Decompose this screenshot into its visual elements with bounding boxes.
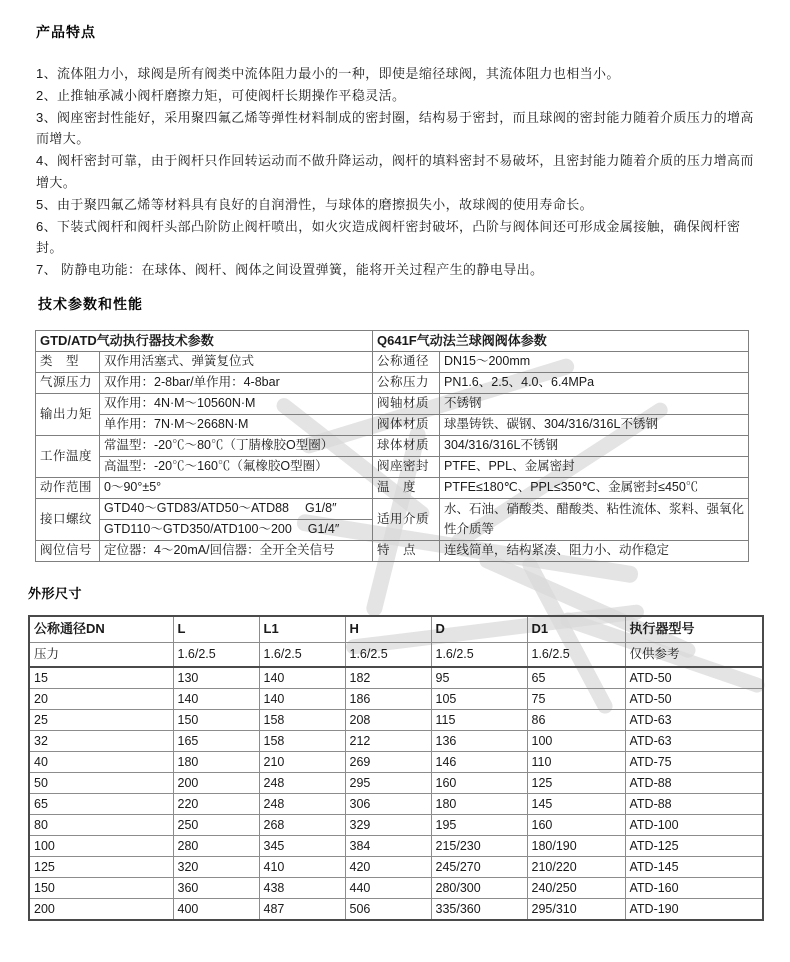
feature-item: 7、 防静电功能：在球体、阀杆、阀体之间设置弹簧，能将开关过程产生的静电导出。 — [36, 262, 544, 278]
table-row — [36, 456, 749, 477]
dim-cell: 160 — [431, 772, 527, 793]
feature-item: 5、由于聚四氟乙烯等材料具有良好的自润滑性，与球体的磨擦损失小，故球阀的使用寿命长。 — [36, 196, 594, 212]
dim-cell: 215/230 — [431, 835, 527, 856]
param-label: 公称通径 — [373, 351, 440, 372]
param-value: 定位器：4～20mA/回信器：全开全关信号 — [100, 540, 373, 561]
table-row — [29, 814, 763, 835]
dim-cell: 248 — [259, 772, 345, 793]
param-value: 0～90°±5° — [100, 477, 373, 498]
dim-cell: 410 — [259, 856, 345, 877]
feature-item: 4、阀杆密封可靠，由于阀杆只作回转运动而不做升降运动，阀杆的填料密封不易破坏，且密封能力随着介质的压力增高而增大。 — [36, 153, 754, 190]
param-label: 阀轴材质 — [373, 393, 440, 414]
param-value: DN15～200mm — [440, 351, 749, 372]
dim-cell: 345 — [259, 835, 345, 856]
dim-col-header: D — [431, 616, 527, 643]
dim-cell: 487 — [259, 898, 345, 920]
dim-cell: 145 — [527, 793, 625, 814]
param-value: 连线简单，结构紧凑、阻力小、动作稳定 — [440, 540, 749, 561]
table-row — [29, 898, 763, 920]
dim-cell: 140 — [259, 688, 345, 709]
param-value: 不锈钢 — [440, 393, 749, 414]
dim-cell: ATD-160 — [625, 877, 763, 898]
table-row — [36, 498, 749, 519]
dim-cell: 200 — [173, 772, 259, 793]
dim-cell: 160 — [527, 814, 625, 835]
dim-cell: 105 — [431, 688, 527, 709]
param-value: PTFE≤180℃、PPL≤350℃、金属密封≤450℃ — [440, 477, 749, 498]
dim-cell: 268 — [259, 814, 345, 835]
dim-cell: 32 — [29, 730, 173, 751]
dim-cell: 86 — [527, 709, 625, 730]
dim-cell: ATD-190 — [625, 898, 763, 920]
param-value: GTD40～GTD83/ATD50～ATD88 G1/8″ — [100, 498, 373, 519]
param-label: 动作范围 — [36, 477, 100, 498]
table-row — [29, 730, 763, 751]
dim-cell: ATD-88 — [625, 793, 763, 814]
dim-cell: 320 — [173, 856, 259, 877]
dim-cell: 140 — [259, 667, 345, 689]
table-row — [36, 435, 749, 456]
dim-cell: 210/220 — [527, 856, 625, 877]
dim-cell: 240/250 — [527, 877, 625, 898]
param-value: GTD110～GTD350/ATD100～200 G1/4″ — [100, 519, 373, 540]
dim-cell: 20 — [29, 688, 173, 709]
dim-col-header: 执行器型号 — [625, 616, 763, 643]
dim-cell: 440 — [345, 877, 431, 898]
dimensions-heading: 外形尺寸 — [28, 585, 83, 601]
feature-item: 6、下装式阀杆和阀杆头部凸阶防止阀杆喷出，如火灾造成阀杆密封破坏，凸阶与阀体间还可形成金属接触，确保阀杆密封。 — [36, 218, 741, 256]
dim-cell: 200 — [29, 898, 173, 920]
dim-cell: 115 — [431, 709, 527, 730]
dim-cell: 1.6/2.5 — [173, 642, 259, 667]
dim-cell: 220 — [173, 793, 259, 814]
table-row — [36, 372, 749, 393]
dim-cell: 158 — [259, 730, 345, 751]
table-row — [29, 877, 763, 898]
dim-cell: 306 — [345, 793, 431, 814]
dim-cell: 95 — [431, 667, 527, 689]
features-list — [36, 63, 766, 281]
table-row — [36, 393, 749, 414]
param-label: 阀位信号 — [36, 540, 100, 561]
dim-cell: 438 — [259, 877, 345, 898]
dim-cell: 40 — [29, 751, 173, 772]
param-label: 特 点 — [373, 540, 440, 561]
table-row — [29, 793, 763, 814]
param-label: 适用介质 — [373, 498, 440, 540]
dim-cell: 182 — [345, 667, 431, 689]
dim-cell: 150 — [29, 877, 173, 898]
param-value: 球墨铸铁、碳钢、304/316/316L不锈钢 — [440, 414, 749, 435]
dim-cell: 25 — [29, 709, 173, 730]
dim-cell: 15 — [29, 667, 173, 689]
dim-cell: ATD-63 — [625, 709, 763, 730]
dim-cell: 140 — [173, 688, 259, 709]
dimensions-table — [28, 615, 764, 921]
feature-item: 1、流体阻力小，球阀是所有阀类中流体阻力最小的一种，即使是缩径球阀，其流体阻力也相当小。 — [36, 66, 620, 81]
dim-cell: 65 — [527, 667, 625, 689]
features-heading: 产品特点 — [36, 24, 96, 40]
dim-cell: 210 — [259, 751, 345, 772]
param-value: 双作用：2-8bar/单作用：4-8bar — [100, 372, 373, 393]
param-label: 公称压力 — [373, 372, 440, 393]
dim-cell: 295/310 — [527, 898, 625, 920]
dim-cell: 65 — [29, 793, 173, 814]
dim-cell: 146 — [431, 751, 527, 772]
tech-right-title: Q641F气动法兰球阀阀体参数 — [373, 330, 749, 351]
dim-col-header: L — [173, 616, 259, 643]
dim-cell: 329 — [345, 814, 431, 835]
dim-cell: 1.6/2.5 — [345, 642, 431, 667]
param-value: 常温型：-20℃～80℃（丁腈橡胶O型圈） — [100, 435, 373, 456]
dim-cell: 248 — [259, 793, 345, 814]
param-label: 工作温度 — [36, 435, 100, 477]
dim-cell: 125 — [527, 772, 625, 793]
dim-cell: 仅供参考 — [625, 642, 763, 667]
table-row — [29, 616, 763, 643]
dim-cell: 250 — [173, 814, 259, 835]
dim-cell: 280/300 — [431, 877, 527, 898]
param-label: 接口螺纹 — [36, 498, 100, 540]
dim-col-header: H — [345, 616, 431, 643]
dim-cell: 180/190 — [527, 835, 625, 856]
table-row — [36, 414, 749, 435]
dim-cell: 360 — [173, 877, 259, 898]
param-value: PN1.6、2.5、4.0、6.4MPa — [440, 372, 749, 393]
dim-cell: ATD-75 — [625, 751, 763, 772]
tech-params-table — [35, 330, 749, 562]
dim-cell: 80 — [29, 814, 173, 835]
dim-col-header: 公称通径DN — [29, 616, 173, 643]
dim-cell: ATD-125 — [625, 835, 763, 856]
table-row — [29, 772, 763, 793]
param-value: PTFE、PPL、金属密封 — [440, 456, 749, 477]
dim-cell: 212 — [345, 730, 431, 751]
dim-cell: 269 — [345, 751, 431, 772]
table-row — [36, 477, 749, 498]
dim-cell: 335/360 — [431, 898, 527, 920]
table-row — [29, 709, 763, 730]
dim-cell: ATD-145 — [625, 856, 763, 877]
feature-item: 3、阀座密封性能好，采用聚四氟乙烯等弹性材料制成的密封圈，结构易于密封，而且球阀的密封能力随着介质压力的增高而增大。 — [36, 109, 754, 147]
table-row — [36, 540, 749, 561]
param-label: 类 型 — [36, 351, 100, 372]
dim-cell: ATD-88 — [625, 772, 763, 793]
dim-cell: ATD-100 — [625, 814, 763, 835]
param-label: 阀体材质 — [373, 414, 440, 435]
dim-cell: ATD-50 — [625, 667, 763, 689]
param-label: 气源压力 — [36, 372, 100, 393]
dim-cell: 180 — [431, 793, 527, 814]
table-row — [29, 642, 763, 667]
dim-cell: 165 — [173, 730, 259, 751]
param-label: 球体材质 — [373, 435, 440, 456]
table-row — [36, 351, 749, 372]
param-value: 双作用活塞式、弹簧复位式 — [100, 351, 373, 372]
dim-cell: 295 — [345, 772, 431, 793]
feature-item: 2、止推轴承减小阀杆磨擦力矩，可使阀杆长期操作平稳灵活。 — [36, 87, 406, 103]
tech-left-title: GTD/ATD气动执行器技术参数 — [36, 330, 373, 351]
dim-cell: 压力 — [29, 642, 173, 667]
dim-cell: 245/270 — [431, 856, 527, 877]
dim-cell: 400 — [173, 898, 259, 920]
dim-cell: 186 — [345, 688, 431, 709]
dim-cell: 130 — [173, 667, 259, 689]
dim-cell: 1.6/2.5 — [527, 642, 625, 667]
table-row — [29, 835, 763, 856]
table-row — [29, 751, 763, 772]
dim-cell: 384 — [345, 835, 431, 856]
dim-cell: 195 — [431, 814, 527, 835]
dim-cell: 125 — [29, 856, 173, 877]
dim-cell: 420 — [345, 856, 431, 877]
param-value: 高温型：-20℃～160℃（氟橡胶O型圈） — [100, 456, 373, 477]
dim-cell: 1.6/2.5 — [431, 642, 527, 667]
param-value: 双作用：4N·M～10560N·M — [100, 393, 373, 414]
table-row — [29, 667, 763, 689]
dim-col-header: D1 — [527, 616, 625, 643]
param-label: 阀座密封 — [373, 456, 440, 477]
dim-cell: 180 — [173, 751, 259, 772]
dim-cell: 506 — [345, 898, 431, 920]
param-label: 输出力矩 — [36, 393, 100, 435]
dim-cell: 100 — [29, 835, 173, 856]
table-row — [36, 330, 749, 351]
dim-cell: 110 — [527, 751, 625, 772]
param-value: 单作用：7N·M～2668N·M — [100, 414, 373, 435]
dim-cell: 50 — [29, 772, 173, 793]
dim-cell: 100 — [527, 730, 625, 751]
table-row — [29, 688, 763, 709]
dim-cell: 136 — [431, 730, 527, 751]
dim-cell: ATD-63 — [625, 730, 763, 751]
tech-params-heading: 技术参数和性能 — [38, 295, 143, 312]
dim-cell: 75 — [527, 688, 625, 709]
param-label: 温 度 — [373, 477, 440, 498]
dim-cell: 208 — [345, 709, 431, 730]
table-row — [29, 856, 763, 877]
dim-cell: ATD-50 — [625, 688, 763, 709]
dim-col-header: L1 — [259, 616, 345, 643]
param-value: 304/316/316L不锈钢 — [440, 435, 749, 456]
param-value: 水、石油、硝酸类、醋酸类、粘性流体、浆料、强氧化性介质等 — [440, 498, 749, 540]
dim-cell: 280 — [173, 835, 259, 856]
dim-cell: 158 — [259, 709, 345, 730]
dim-cell: 1.6/2.5 — [259, 642, 345, 667]
dim-cell: 150 — [173, 709, 259, 730]
